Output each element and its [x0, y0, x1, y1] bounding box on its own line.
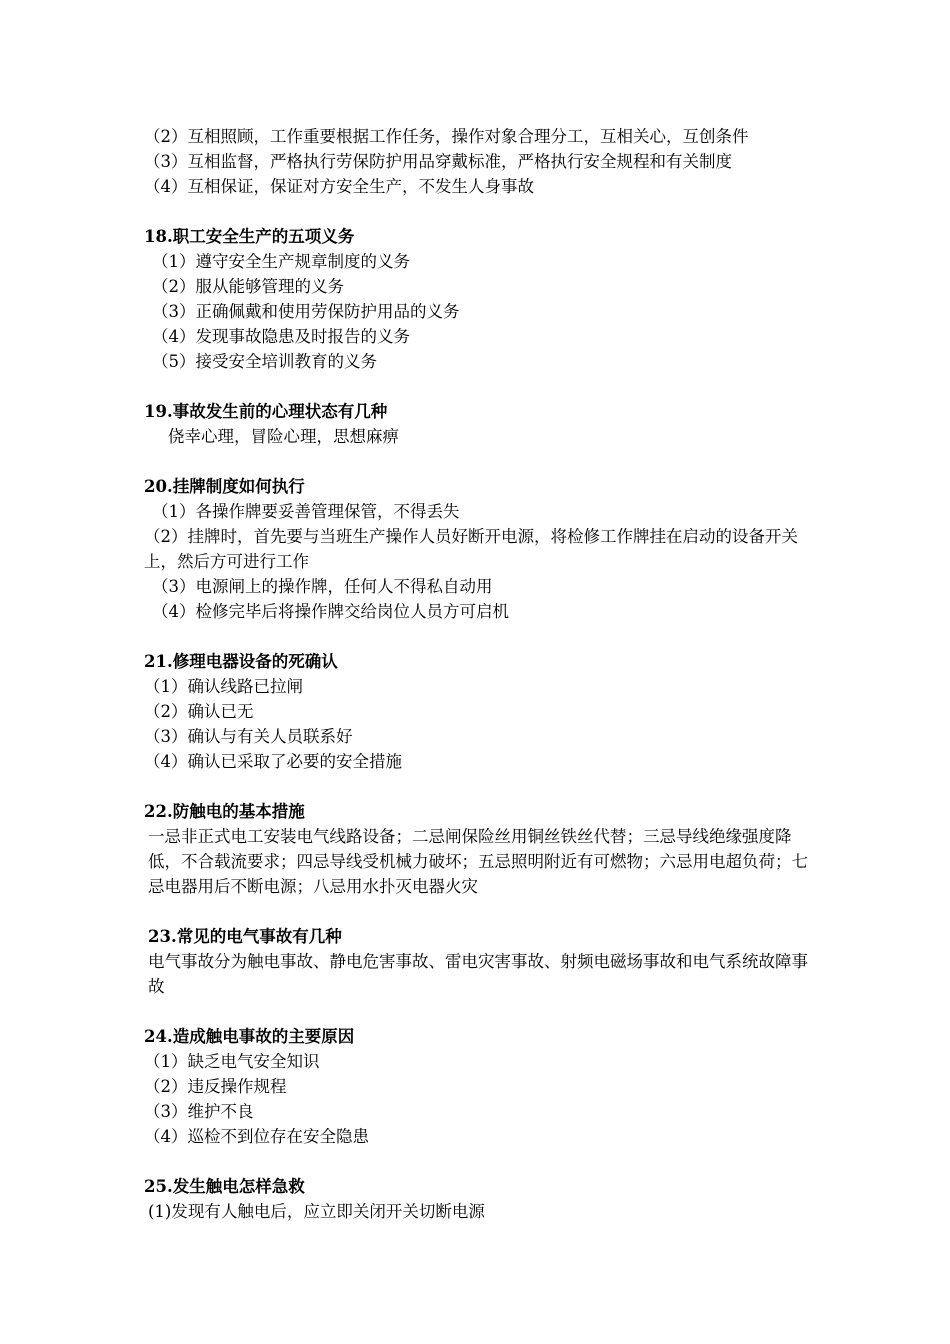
- section-heading: 21.修理电器设备的死确认: [144, 652, 338, 671]
- document-page: [144, 124, 816, 1224]
- list-item: （2）挂牌时，首先要与当班生产操作人员好断开电源，将检修工作牌挂在启动的设备开关上，然后方可进行工作: [144, 527, 798, 571]
- list-item: （4）巡检不到位存在安全隐患: [144, 1127, 369, 1146]
- spacer: [144, 774, 816, 799]
- section-heading: 19.事故发生前的心理状态有几种: [144, 402, 388, 421]
- section-20: [144, 474, 816, 624]
- section-heading: 23.常见的电气事故有几种: [148, 927, 342, 946]
- list-item: （3）正确佩戴和使用劳保防护用品的义务: [152, 302, 460, 321]
- list-item: （4）互相保证，保证对方安全生产，不发生人身事故: [144, 177, 534, 196]
- section-21: [144, 649, 816, 774]
- list-item: （4）发现事故隐患及时报告的义务: [152, 327, 410, 346]
- spacer: [144, 374, 816, 399]
- list-item: （3）互相监督，严格执行劳保防护用品穿戴标准，严格执行安全规程和有关制度: [144, 152, 732, 171]
- section-24: [144, 1024, 816, 1149]
- list-item: （1）各操作牌要妥善管理保管，不得丢失: [152, 502, 460, 521]
- list-item: （2）服从能够管理的义务: [152, 277, 344, 296]
- section-23: [144, 924, 816, 999]
- section-heading: 22.防触电的基本措施: [144, 802, 305, 821]
- spacer: [144, 199, 816, 224]
- spacer: [144, 999, 816, 1024]
- paragraph: 电气事故分为触电事故、静电危害事故、雷电灾害事故、射频电磁场事故和电气系统故障事故: [148, 952, 808, 996]
- spacer: [144, 899, 816, 924]
- intro-list: [144, 124, 816, 199]
- list-item: （5）接受安全培训教育的义务: [152, 352, 377, 371]
- section-heading: 20.挂牌制度如何执行: [144, 477, 305, 496]
- section-heading: 18.职工安全生产的五项义务: [144, 227, 355, 246]
- list-item: （2）确认已无: [144, 702, 254, 721]
- section-heading: 24.造成触电事故的主要原因: [144, 1027, 355, 1046]
- list-item: （3）维护不良: [144, 1102, 254, 1121]
- list-item: （2）违反操作规程: [144, 1077, 287, 1096]
- list-item: （4）确认已采取了必要的安全措施: [144, 752, 402, 771]
- section-18: [144, 224, 816, 374]
- list-item: （3）确认与有关人员联系好: [144, 727, 353, 746]
- paragraph: 侥幸心理，冒险心理，思想麻痹: [168, 427, 399, 446]
- spacer: [144, 624, 816, 649]
- spacer: [144, 449, 816, 474]
- list-item: （1）缺乏电气安全知识: [144, 1052, 320, 1071]
- list-item: （4）检修完毕后将操作牌交给岗位人员方可启机: [152, 602, 509, 621]
- section-19: [144, 399, 816, 449]
- section-heading: 25.发生触电怎样急救: [144, 1177, 305, 1196]
- list-item: （1）确认线路已拉闸: [144, 677, 303, 696]
- paragraph: 一忌非正式电工安装电气线路设备；二忌闸保险丝用铜丝铁丝代替；三忌导线绝缘强度降低，不合载流要求；四忌导线受机械力破坏；五忌照明附近有可燃物；六忌用电超负荷；七忌电器用后不断电源；八忌用水扑灭电器火灾: [148, 827, 808, 896]
- list-item: (1)发现有人触电后，应立即关闭开关切断电源: [148, 1202, 485, 1221]
- list-item: （3）电源闸上的操作牌，任何人不得私自动用: [152, 577, 493, 596]
- section-22: [144, 799, 816, 899]
- spacer: [144, 1149, 816, 1174]
- section-25: [144, 1174, 816, 1224]
- list-item: （1）遵守安全生产规章制度的义务: [152, 252, 410, 271]
- list-item: （2）互相照顾，工作重要根据工作任务，操作对象合理分工，互相关心，互创条件: [144, 127, 749, 146]
